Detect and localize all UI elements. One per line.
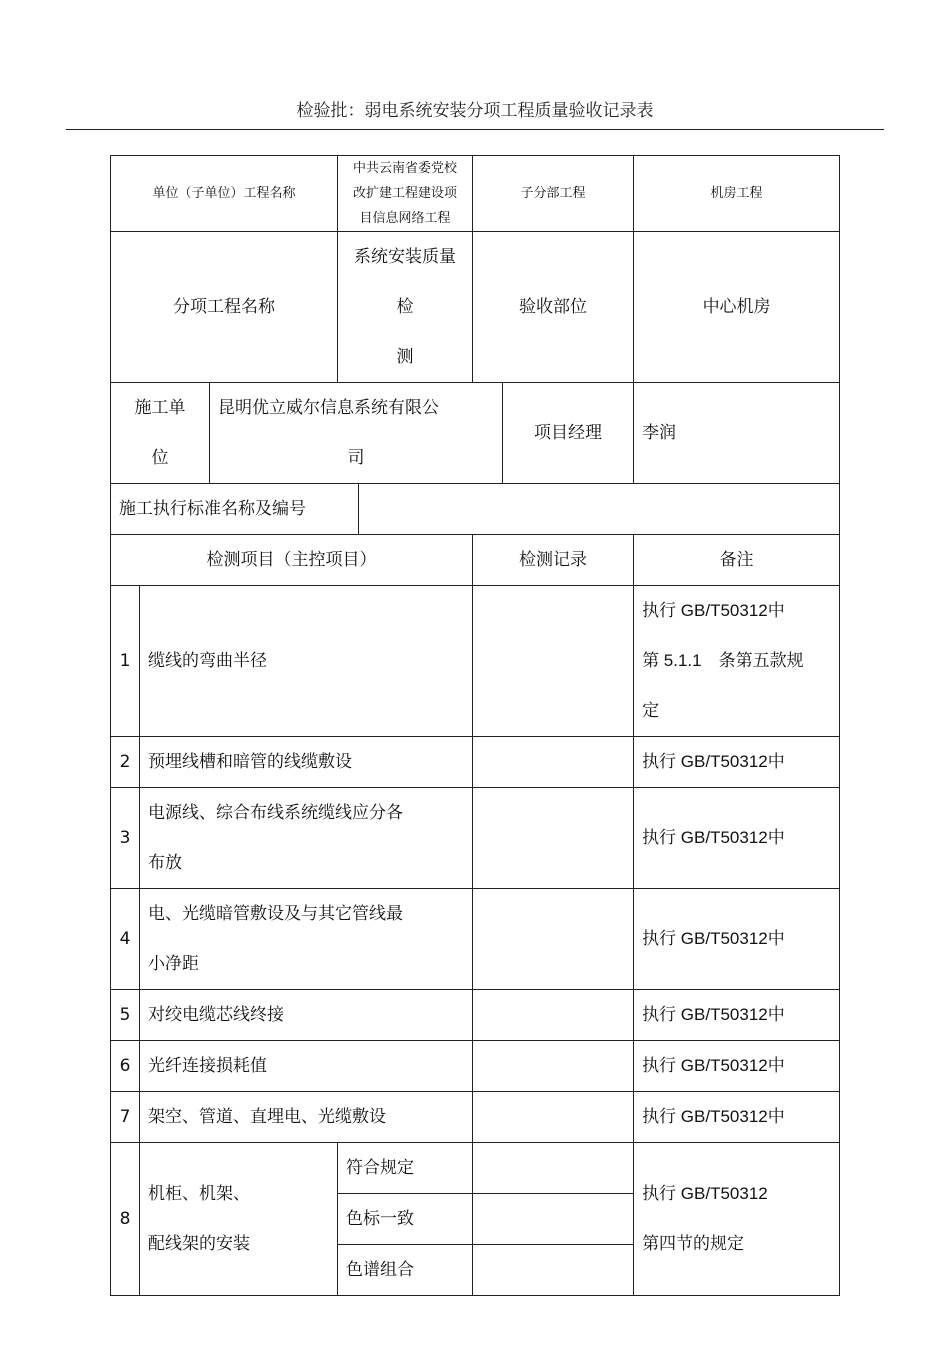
unit-value — [338, 156, 473, 232]
table-row — [111, 889, 840, 990]
row-remark: 执行 GB/T50312中 — [634, 737, 840, 788]
row-record — [473, 788, 634, 889]
row-item-line2: 配线架的安装 — [148, 1234, 250, 1254]
row-remark-line1: 执行 GB/T50312 — [642, 1184, 768, 1203]
column-header-remark: 备注 — [634, 535, 840, 586]
row-remark-line1: 执行 GB/T50312中 — [642, 601, 785, 620]
table-row — [111, 1143, 840, 1194]
row-remark: 执行 GB/T50312中 — [634, 788, 840, 889]
row-remark-line2: 第四节的规定 — [642, 1234, 745, 1253]
row-item: 预埋线槽和暗管的线缆敷设 — [140, 737, 473, 788]
sub-item: 色谱组合 — [338, 1245, 473, 1296]
item-name-label: 分项工程名称 — [111, 232, 338, 383]
row-number: 7 — [111, 1092, 140, 1143]
contractor-value-line2: 司 — [347, 448, 365, 468]
header-row-contractor — [111, 383, 840, 484]
row-item: 缆线的弯曲半径 — [140, 586, 473, 737]
row-record — [473, 990, 634, 1041]
item-name-value-line2: 测 — [396, 347, 414, 367]
row-number: 6 — [111, 1041, 140, 1092]
table-row — [111, 1092, 840, 1143]
row-number: 5 — [111, 990, 140, 1041]
manager-value: 李润 — [634, 383, 840, 484]
row-remark: 执行 GB/T50312中 — [634, 889, 840, 990]
contractor-value-line1: 昆明优立威尔信息系统有限公 — [218, 398, 439, 418]
row-remark: 执行 GB/T50312中 — [634, 1041, 840, 1092]
row-number: 3 — [111, 788, 140, 889]
part-value: 中心机房 — [634, 232, 840, 383]
row-item — [140, 889, 473, 990]
row-item: 光纤连接损耗值 — [140, 1041, 473, 1092]
sub-item: 色标一致 — [338, 1194, 473, 1245]
sub-division-label: 子分部工程 — [473, 156, 634, 232]
row-remark — [634, 586, 840, 737]
sub-record — [473, 1245, 634, 1296]
sub-division-value: 机房工程 — [634, 156, 840, 232]
item-name-value — [338, 232, 473, 383]
standard-label: 施工执行标准名称及编号 — [111, 484, 359, 535]
row-remark-line2: 第 5.1.1 条第五款规 — [642, 651, 804, 670]
sub-item: 符合规定 — [338, 1143, 473, 1194]
row-item-line2: 布放 — [148, 853, 182, 873]
contractor-label-line2: 位 — [151, 448, 169, 468]
row-remark: 执行 GB/T50312中 — [634, 990, 840, 1041]
unit-value-line3: 目信息网络工程 — [359, 211, 451, 226]
header-row-unit — [111, 156, 840, 232]
row-item — [140, 1143, 338, 1296]
table-row — [111, 990, 840, 1041]
row-record — [473, 889, 634, 990]
row-item-line2: 小净距 — [148, 954, 199, 974]
document-title: 检验批：弱电系统安装分项工程质量验收记录表 — [296, 101, 654, 121]
sub-record — [473, 1143, 634, 1194]
part-label: 验收部位 — [473, 232, 634, 383]
column-header-item: 检测项目（主控项目） — [111, 535, 473, 586]
inspection-record-table — [110, 155, 840, 1296]
row-remark-line3: 定 — [642, 701, 660, 720]
row-item-line1: 机柜、机架、 — [148, 1184, 250, 1204]
row-record — [473, 586, 634, 737]
header-row-standard — [111, 484, 840, 535]
table-row — [111, 1041, 840, 1092]
row-item-line1: 电、光缆暗管敷设及与其它管线最 — [148, 904, 403, 924]
row-item-line1: 电源线、综合布线系统缆线应分各 — [148, 803, 403, 823]
unit-label: 单位（子单位）工程名称 — [111, 156, 338, 232]
contractor-label-line1: 施工单 — [134, 398, 186, 418]
row-number: 1 — [111, 586, 140, 737]
header-row-item — [111, 232, 840, 383]
column-header-record: 检测记录 — [473, 535, 634, 586]
contractor-value — [210, 383, 503, 484]
row-remark — [634, 1143, 840, 1296]
contractor-label — [111, 383, 210, 484]
row-record — [473, 1092, 634, 1143]
row-number: 4 — [111, 889, 140, 990]
row-remark: 执行 GB/T50312中 — [634, 1092, 840, 1143]
row-item: 对绞电缆芯线终接 — [140, 990, 473, 1041]
row-item: 架空、管道、直埋电、光缆敷设 — [140, 1092, 473, 1143]
row-record — [473, 1041, 634, 1092]
row-record — [473, 737, 634, 788]
table-row — [111, 788, 840, 889]
row-number: 2 — [111, 737, 140, 788]
standard-value — [359, 484, 840, 535]
sub-record — [473, 1194, 634, 1245]
header-rule — [66, 129, 884, 130]
row-item — [140, 788, 473, 889]
table-row — [111, 586, 840, 737]
row-number: 8 — [111, 1143, 140, 1296]
item-name-value-line1: 系统安装质量检 — [354, 247, 457, 317]
unit-value-line2: 改扩建工程建设项 — [353, 186, 458, 201]
table-row — [111, 737, 840, 788]
manager-label: 项目经理 — [503, 383, 634, 484]
unit-value-line1: 中共云南省委党校 — [353, 161, 458, 176]
column-header-row — [111, 535, 840, 586]
